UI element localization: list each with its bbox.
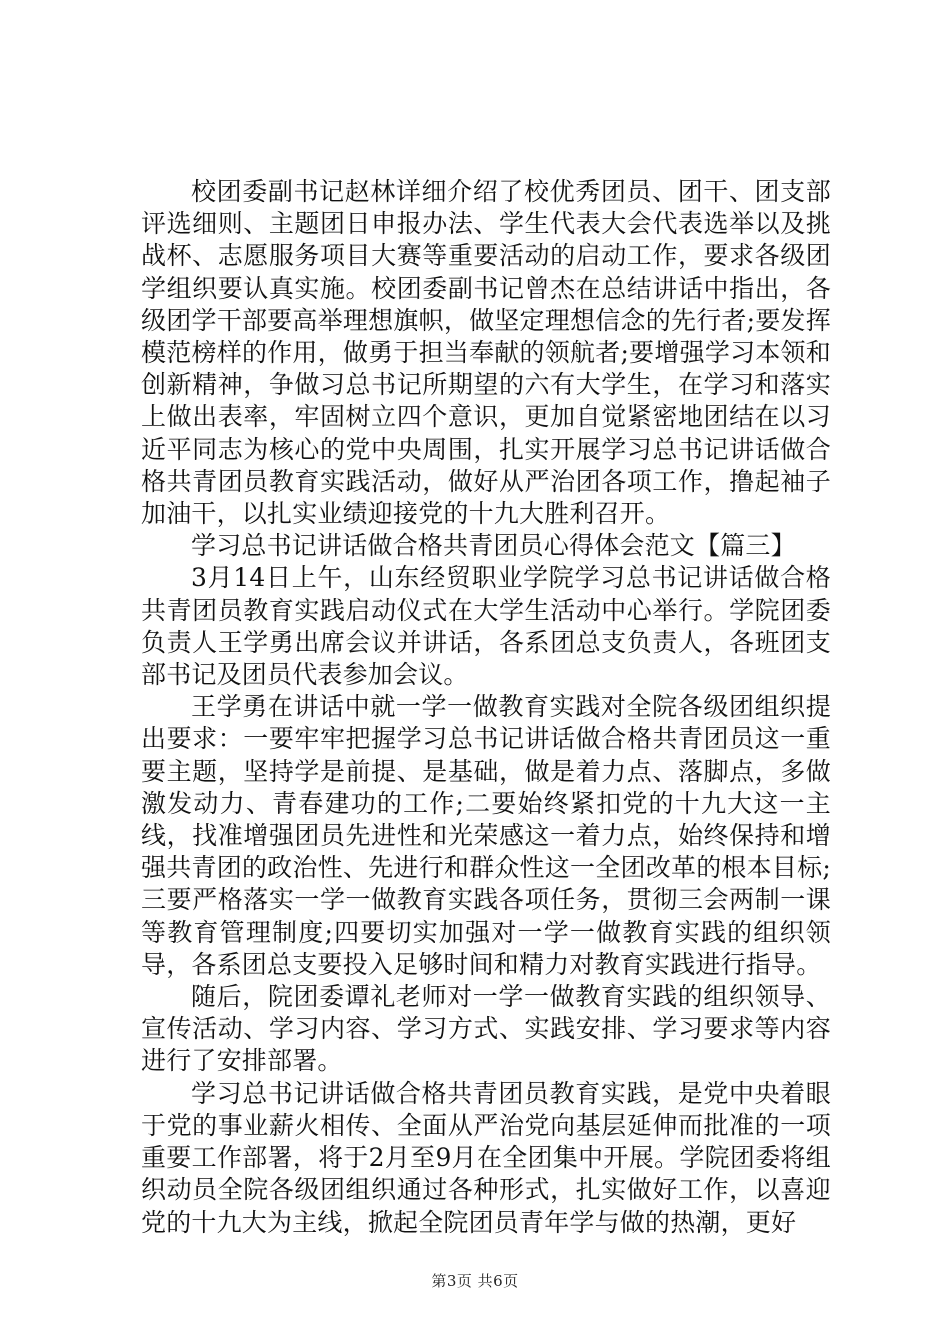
paragraph: 3月14日上午，山东经贸职业学院学习总书记讲话做合格共青团员教育实践启动仪式在大学生活动中心举行。学院团委负责人王学勇出席会议并讲话，各系团总支负责人，各班团支部书记及团员代表参加会议。 [141, 563, 831, 690]
paragraph: 校团委副书记赵林详细介绍了校优秀团员、团干、团支部评选细则、主题团日申报办法、学生代表大会代表选举以及挑战杯、志愿服务项目大赛等重要活动的启动工作，要求各级团学组织要认真实施。校团委副书记曾杰在总结讲话中指出，各级团学干部要高举理想旗帜，做坚定理想信念的先行者;要发挥模范榜样的作用，做勇于担当奉献的领航者;要增强学习本领和创新精神，争做习总书记所期望的六有大学生，在学习和落实上做出表率，牢固树立四个意识，更加自觉紧密地团结在以习近平同志为核心的党中央周围，扎实开展学习总书记讲话做合格共青团员教育实践活动，做好从严治团各项工作，撸起袖子加油干，以扎实业绩迎接党的十九大胜利召开。 [141, 177, 831, 529]
page-number-footer: 第3页 共6页 [431, 1272, 519, 1290]
document-body [141, 176, 831, 1239]
paragraph: 随后，院团委谭礼老师对一学一做教育实践的组织领导、宣传活动、学习内容、学习方式、实践安排、学习要求等内容进行了安排部署。 [141, 982, 831, 1076]
paragraph: 学习总书记讲话做合格共青团员教育实践，是党中央着眼于党的事业薪火相传、全面从严治党向基层延伸而批准的一项重要工作部署，将于2月至9月在全团集中开展。学院团委将组织动员全院各级团组织通过各种形式，扎实做好工作，以喜迎党的十九大为主线，掀起全院团员青年学与做的热潮，更好 [141, 1078, 831, 1237]
section-heading: 学习总书记讲话做合格共青团员心得体会范文【篇三】 [191, 531, 796, 561]
paragraph: 王学勇在讲话中就一学一做教育实践对全院各级团组织提出要求：一要牢牢把握学习总书记讲话做合格共青团员这一重要主题，坚持学是前提、是基础，做是着力点、落脚点，多做激发动力、青春建功的工作;二要始终紧扣党的十九大这一主线，找准增强团员先进性和光荣感这一着力点，始终保持和增强共青团的政治性、先进行和群众性这一全团改革的根本目标;三要严格落实一学一做教育实践各项任务，贯彻三会两制一课等教育管理制度;四要切实加强对一学一做教育实践的组织领导，各系团总支要投入足够时间和精力对教育实践进行指导。 [141, 692, 831, 979]
